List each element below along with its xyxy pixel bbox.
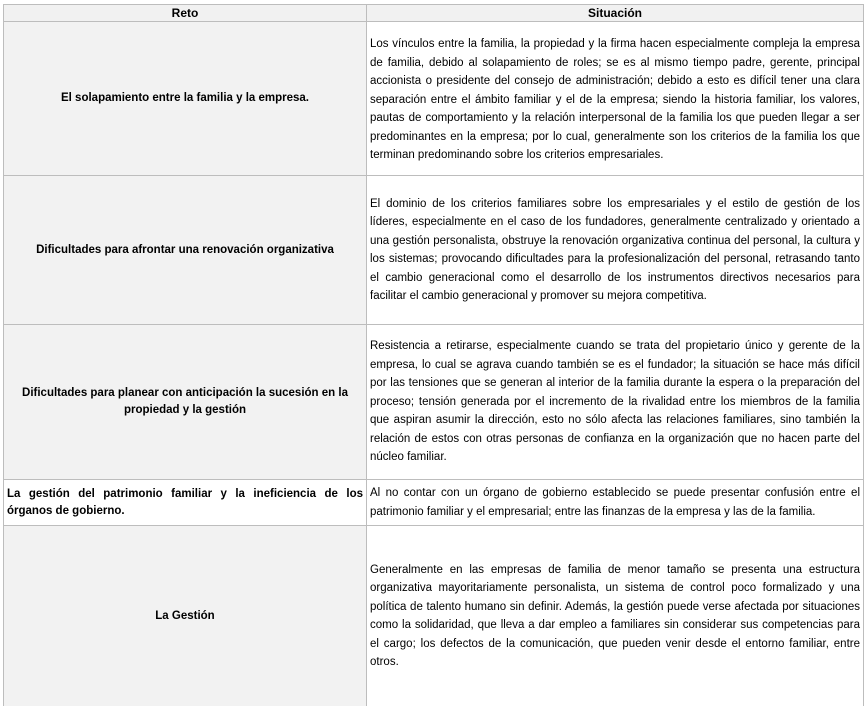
table-row <box>4 325 864 480</box>
situacion-cell: Al no contar con un órgano de gobierno establecido se puede presentar confusión entre el patrimonio familiar y el empresarial; entre las finanzas de la empresa y las de la familia. <box>367 480 864 526</box>
table-row <box>4 22 864 176</box>
situacion-cell: Generalmente en las empresas de familia de menor tamaño se presenta una estructura organizativa mayoritariamente personalista, un sistema de control poco formalizado y una política de talento humano sin definir. Además, la gestión puede verse afectada por situaciones como la solidaridad, que lleva a dar empleo a familiares sin considerar sus competencias para el cargo; los defectos de la comunicación, que pueden venir desde el entorno familiar, entre otros. <box>367 526 864 706</box>
reto-cell: El solapamiento entre la familia y la empresa. <box>4 22 367 176</box>
situacion-cell: Los vínculos entre la familia, la propiedad y la firma hacen especialmente compleja la empresa de familia, debido al solapamiento de roles; se es al mismo tiempo padre, gerente, principal accionista o presidente del consejo de administración; debido a esto es difícil tener una clara separación entre el ámbito familiar y el de la empresa; siendo la historia familiar, los valores, pautas de comportamiento y la relación interpersonal de la familia los que pueden llegar a ser predominantes en la empresa; por lo cual, generalmente son los criterios de la familia los que terminan predominando sobre los criterios empresariales. <box>367 22 864 176</box>
reto-cell: Dificultades para afrontar una renovación organizativa <box>4 176 367 325</box>
table-row <box>4 480 864 526</box>
header-row <box>4 5 864 22</box>
situacion-cell: Resistencia a retirarse, especialmente cuando se trata del propietario único y gerente de la empresa, lo cual se agrava cuando también se es el fundador; la situación se hace más difícil por las tensiones que se generan al interior de la familia durante la espera o la preparación del proceso; tensión generada por el incremento de la rivalidad entre los miembros de la familia que aspiran asumir la dirección, esto no sólo afecta las relaciones familiares, sino también la relación de estos con otras personas de confianza en la organización que no hacen parte del núcleo familiar. <box>367 325 864 480</box>
table-row <box>4 176 864 325</box>
reto-cell: La gestión del patrimonio familiar y la ineficiencia de los órganos de gobierno. <box>4 480 367 526</box>
header-reto: Reto <box>4 5 367 22</box>
situacion-cell: El dominio de los criterios familiares sobre los empresariales y el estilo de gestión de los líderes, especialmente en el caso de los fundadores, generalmente centralizado y orientado a una gestión personalista, obstruye la renovación organizativa continua del personal, la cultura y los sistemas; provocando dificultades para la profesionalización del personal, retrasando tanto el cambio generacional como el desarrollo de los instrumentos directivos necesarios para facilitar el cambio generacional y promover su mejora competitiva. <box>367 176 864 325</box>
retos-table <box>3 4 864 706</box>
table-row <box>4 526 864 706</box>
reto-cell: La Gestión <box>4 526 367 706</box>
header-situacion: Situación <box>367 5 864 22</box>
reto-cell: Dificultades para planear con anticipación la sucesión en la propiedad y la gestión <box>4 325 367 480</box>
